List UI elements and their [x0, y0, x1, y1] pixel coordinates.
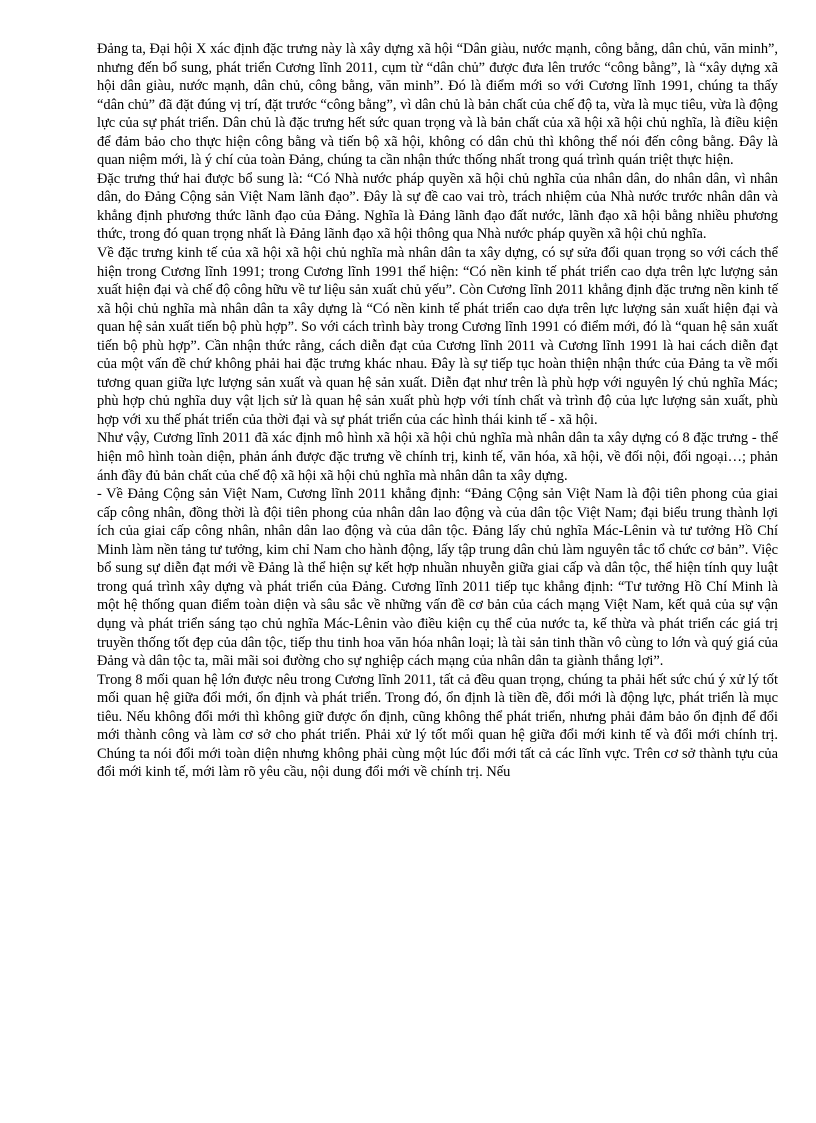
- paragraph-eight-features-summary: Như vậy, Cương lĩnh 2011 đã xác định mô hình xã hội xã hội chủ nghĩa mà nhân dân ta xây dựng có 8 đặc trưng - thể hiện mô hình toàn diện, phản ánh được đặc trưng về chính trị, kinh tế, văn hóa, xã hội, về đối nội, đối ngoại…; phản ánh đầy đủ bản chất của chế độ xã hội xã hội chủ nghĩa mà nhân dân ta xây dựng.: [97, 430, 778, 484]
- paragraph-rule-of-law-state: Đặc trưng thứ hai được bổ sung là: “Có Nhà nước pháp quyền xã hội chủ nghĩa của nhân dân, do nhân dân, vì nhân dân, do Đảng Cộng sản Việt Nam lãnh đạo”. Đây là sự đề cao vai trò, trách nhiệm của Nhà nước trước nhân dân và khẳng định phương thức lãnh đạo của Đảng. Nghĩa là Đảng lãnh đạo đất nước, lãnh đạo xã hội bằng nhiều phương thức, trong đó quan trọng nhất là Đảng lãnh đạo xã hội thông qua Nhà nước pháp quyền xã hội chủ nghĩa.: [97, 170, 778, 243]
- paragraph-communist-party: - Về Đảng Cộng sản Việt Nam, Cương lĩnh 2011 khẳng định: “Đảng Cộng sản Việt Nam là đội tiên phong của giai cấp công nhân, đồng thời là đội tiên phong của nhân dân lao động và của dân tộc Việt Nam; đại biểu trung thành lợi ích của giai cấp công nhân, nhân dân lao động và của dân tộc. Đảng lấy chủ nghĩa Mác-Lênin và tư tưởng Hồ Chí Minh làm nền tảng tư tưởng, kim chỉ Nam cho hành động, lấy tập trung dân chủ làm nguyên tắc tổ chức cơ bản”. Việc bổ sung sự diễn đạt mới về Đảng là thể hiện sự kết hợp nhuần nhuyễn giữa giai cấp và dân tộc, thể hiện tính quy luật trong quá trình xây dựng và phát triển của Đảng. Cương lĩnh 2011 tiếp tục khẳng định: “Tư tưởng Hồ Chí Minh là một hệ thống quan điểm toàn diện và sâu sắc về những vấn đề cơ bản của cách mạng Việt Nam, kết quả của sự vận dụng và phát triển sáng tạo chủ nghĩa Mác-Lênin vào điều kiện cụ thể của nước ta, kế thừa và phát triển các giá trị truyền thống tốt đẹp của dân tộc, tiếp thu tinh hoa văn hóa nhân loại; là tài sản tinh thần vô cùng to lớn và quý giá của Đảng và dân tộc ta, mãi mãi soi đường cho sự nghiệp cách mạng của nhân dân ta giành thắng lợi”.: [97, 486, 778, 670]
- paragraph-eight-major-relations: Trong 8 mối quan hệ lớn được nêu trong Cương lĩnh 2011, tất cả đều quan trọng, chúng ta phải hết sức chú ý xử lý tốt mối quan hệ giữa đổi mới, ổn định và phát triển. Trong đó, ổn định là tiền đề, đổi mới là động lực, phát triển là mục tiêu. Nếu không đổi mới thì không giữ được ổn định, cũng không thể phát triển, nhưng phải đảm bảo ổn định để đổi mới thành công và làm cơ sở cho phát triển. Phải xử lý tốt mối quan hệ giữa đổi mới kinh tế và đổi mới chính trị. Chúng ta nói đổi mới toàn diện nhưng không phải cùng một lúc đổi mới tất cả các lĩnh vực. Trên cơ sở thành tựu của đổi mới kinh tế, mới làm rõ yêu cầu, nội dung đổi mới về chính trị. Nếu: [97, 671, 778, 781]
- paragraph-democracy-feature: Đảng ta, Đại hội X xác định đặc trưng này là xây dựng xã hội “Dân giàu, nước mạnh, công bằng, dân chủ, văn minh”, nhưng đến bổ sung, phát triển Cương lĩnh 2011, cụm từ “dân chủ” được đưa lên trước “công bằng”, là “xây dựng xã hội dân giàu, nước mạnh, dân chủ, công bằng, văn minh”. Đó là điểm mới so với Cương lĩnh 1991, chúng ta thấy “dân chủ” đã đặt đúng vị trí, đặt trước “công bằng”, vì dân chủ là bản chất của chế độ ta, vừa là mục tiêu, vừa là động lực của sự phát triển. Dân chủ là đặc trưng hết sức quan trọng và là bản chất của xã hội xã hội chủ nghĩa, là điều kiện để đảm bảo cho thực hiện công bằng và tiến bộ xã hội, không có dân chủ thì không thể nói đến công bằng. Đây là quan niệm mới, là ý chí của toàn Đảng, chúng ta cần nhận thức thống nhất trong quá trình quán triệt thực hiện.: [97, 41, 778, 169]
- document-page: [97, 40, 778, 782]
- paragraph-economic-feature: Về đặc trưng kinh tế của xã hội xã hội chủ nghĩa mà nhân dân ta xây dựng, có sự sửa đổi quan trọng so với cách thể hiện trong Cương lĩnh 1991; trong Cương lĩnh 1991 thể hiện: “Có nền kinh tế phát triển cao dựa trên lực lượng sản xuất hiện đại và chế độ công hữu về tư liệu sản xuất chủ yếu”. Còn Cương lĩnh 2011 khẳng định đặc trưng nền kinh tế xã hội chủ nghĩa mà nhân dân ta xây dựng là “Có nền kinh tế phát triển cao dựa trên lực lượng sản xuất hiện đại và quan hệ sản xuất tiến bộ phù hợp”. So với cách trình bày trong Cương lĩnh 1991 có điểm mới, đó là “quan hệ sản xuất tiến bộ phù hợp”. Cần nhận thức rằng, cách diễn đạt của Cương lĩnh 2011 và Cương lĩnh 1991 là hai cách diễn đạt của một vấn đề chứ không phải hai đặc trưng khác nhau. Đây là sự tiếp tục hoàn thiện nhận thức của Đảng ta về mối tương quan giữa lực lượng sản xuất và quan hệ sản xuất. Diễn đạt như trên là phù hợp với nguyên lý chủ nghĩa Mác; phù hợp chủ nghĩa duy vật lịch sử là quan hệ sản xuất phù hợp với tính chất và trình độ của lực lượng sản xuất, phù hợp với xu thế phát triển của thời đại và sự phát triển của các hình thái kinh tế - xã hội.: [97, 245, 778, 428]
